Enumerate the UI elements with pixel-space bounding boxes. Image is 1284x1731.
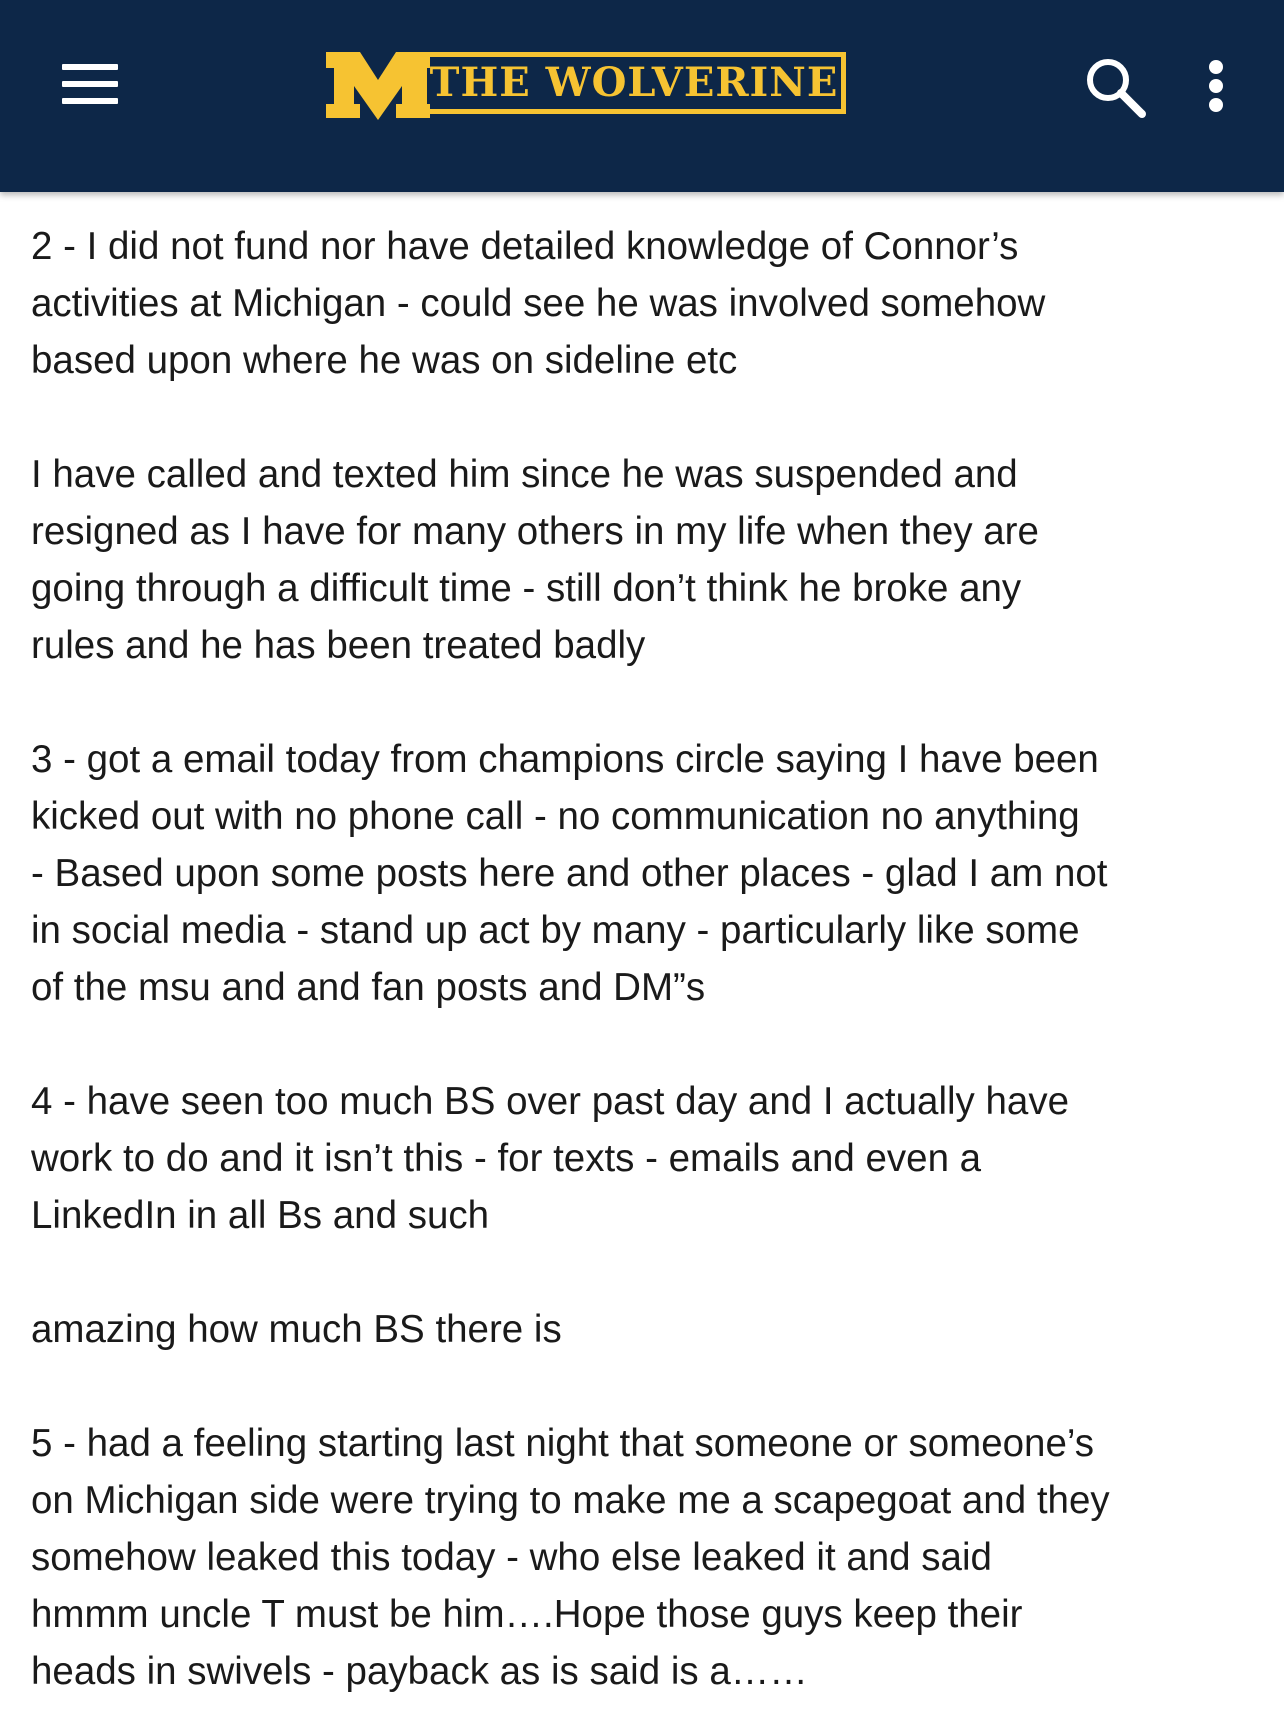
more-vertical-icon-dot xyxy=(1209,79,1223,93)
michigan-block-m-icon xyxy=(326,50,430,120)
menu-icon-bar-bottom xyxy=(62,98,118,104)
post-paragraph: 4 - have seen too much BS over past day and I actually have work to do and it isn’t this - for texts - emails and even a LinkedIn in all Bs and such xyxy=(31,1080,1069,1237)
post-paragraph: 2 - I did not fund nor have detailed knowledge of Connor’s activities at Michigan - could see he was involved somehow based upon where he was on sideline etc xyxy=(31,225,1046,382)
post-paragraph: 5 - had a feeling starting last night that someone or someone’s on Michigan side were trying to make me a scapegoat and they somehow leaked this today - who else leaked it and said hmmm uncle T must be him….Hope those guys keep their heads in swivels - payback as is said is a…… xyxy=(31,1422,1110,1693)
app-bar xyxy=(0,0,1284,192)
search-icon xyxy=(1082,54,1148,120)
search-button[interactable] xyxy=(1082,54,1148,120)
menu-icon-bar-middle xyxy=(62,81,118,87)
site-logo[interactable] xyxy=(326,50,854,120)
logo-wordmark: THE WOLVERINE xyxy=(429,59,839,106)
post-paragraph: amazing how much BS there is xyxy=(31,1308,562,1351)
more-options-button[interactable] xyxy=(1196,54,1236,118)
menu-button[interactable] xyxy=(50,56,130,112)
more-vertical-icon-dot xyxy=(1209,60,1223,74)
menu-icon-bar-top xyxy=(62,64,118,70)
post-paragraph: I have called and texted him since he was suspended and resigned as I have for many others in my life when they are going through a difficult time - still don’t think he broke any rules and he has been treated badly xyxy=(31,453,1039,667)
logo-wordmark-box xyxy=(422,52,846,114)
more-vertical-icon-dot xyxy=(1209,98,1223,112)
post-body xyxy=(31,218,1265,1731)
post-paragraph: 3 - got a email today from champions circle saying I have been kicked out with no phone call - no communication no anything - Based upon some posts here and other places - glad I am not in social media - stand up act by many - particularly like some of the msu and and fan posts and DM”s xyxy=(31,738,1108,1009)
